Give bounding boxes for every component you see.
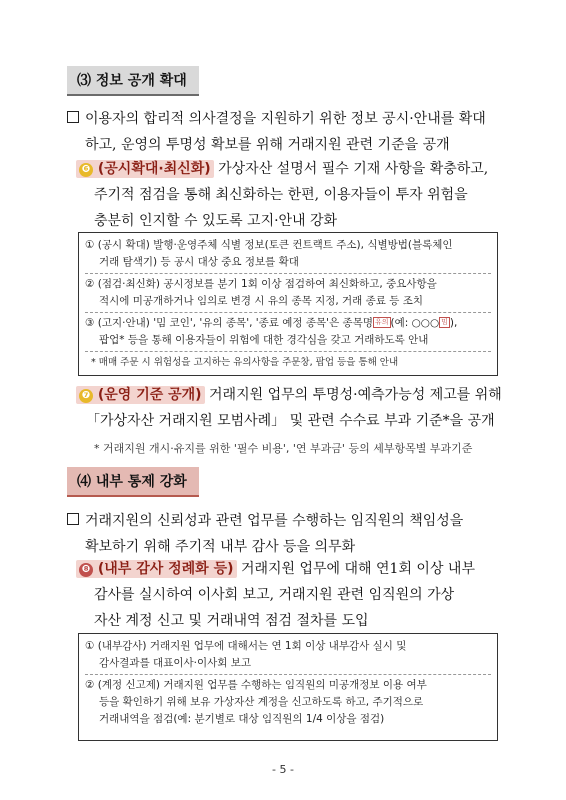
- item-6-line-1: 가상자산 설명서 필수 기재 사항을 확충하고,: [218, 161, 489, 177]
- item-6-line-2: 주기적 점검을 통해 최신화하는 한편, 이용자들이 투자 위험을: [94, 187, 468, 203]
- item-7-note: * 거래지원 개시·유지를 위한 '필수 비용', '연 부과금' 등의 세부항목별 부과기준: [94, 442, 473, 455]
- main-line-2: 하고, 운영의 투명성 확보를 위해 거래지원 관련 기준을 공개: [85, 137, 450, 153]
- item-8-line-1: 거래지원 업무에 대해 연1회 이상 내부: [240, 561, 475, 577]
- main-line-1: 거래지원의 신뢰성과 관련 업무를 수행하는 임직원의 책임성을: [85, 513, 464, 529]
- box-footnote: * 매매 주문 시 위험성을 고지하는 유의사항을 주문창, 팝업 등을 통해 안내: [91, 357, 399, 368]
- box-row-1a: ① (공시 확대) 발행·운영주체 식별 정보(토큰 컨트랙트 주소), 식별방법(블록체인: [85, 239, 453, 251]
- square-bullet-icon: [67, 111, 79, 123]
- item-8-line-2: 감사를 실시하여 이사회 보고, 거래지원 관련 임직원의 가상: [94, 587, 455, 603]
- box-row-1a: ① (내부감사) 거래지원 업무에 대해서는 연 1회 이상 내부감사 실시 및: [85, 640, 407, 652]
- item-6-label: ❻ (공시확대·최신화): [76, 160, 214, 178]
- divider: [85, 312, 491, 313]
- box-row-3a: ③ (고지·안내) '밈 코인', '유의 종목', '종료 예정 종목'은 종목명 유의 (예: ○○○ 밈 ),: [85, 317, 458, 329]
- item-8-paragraph: [76, 556, 516, 634]
- item-6-paragraph: [76, 156, 516, 234]
- box-row-1b: 감사결과를 대표이사·이사회 보고: [99, 657, 252, 669]
- number-6-icon: ❻: [79, 163, 93, 177]
- section-3-header: ⑶ 정보 공개 확대: [67, 66, 199, 96]
- item-7-line-2: 「가상자산 거래지원 모범사례」 및 관련 수수료 부과 기준*을 공개: [86, 413, 495, 429]
- divider: [85, 674, 491, 675]
- item-8-label: ❽ (내부 감사 정례화 등): [76, 560, 237, 578]
- box-row-2b: 적시에 미공개하거나 임의로 변경 시 유의 종목 지정, 거래 종료 등 조치: [99, 295, 424, 307]
- section-3-main-paragraph: [67, 106, 507, 158]
- main-line-1: 이용자의 합리적 의사결정을 지원하기 위한 정보 공시·안내를 확대: [85, 111, 486, 127]
- caution-tag-icon: 유의: [374, 318, 389, 326]
- box-row-2c: 거래내역을 점검(예: 분기별로 대상 임직원의 1/4 이상을 점검): [99, 713, 385, 725]
- divider: [85, 351, 491, 352]
- number-8-icon: ❽: [79, 563, 93, 577]
- section-4-detail-box: [78, 633, 498, 741]
- section-4-main-paragraph: [67, 508, 507, 560]
- main-line-2: 확보하기 위해 주기적 내부 감사 등을 의무화: [85, 539, 356, 555]
- box-row-1b: 거래 탐색기) 등 공시 대상 중요 정보를 확대: [99, 256, 299, 268]
- square-bullet-icon: [67, 513, 79, 525]
- box-row-2a: ② (계정 신고제) 거래지원 업무를 수행하는 임직원의 미공개정보 이용 여부: [85, 679, 427, 691]
- page-number: - 5 -: [272, 763, 294, 776]
- item-7-label: ❼ (운영 기준 공개): [76, 386, 205, 404]
- item-7-line-1: 거래지원 업무의 투명성·예측가능성 제고를 위해: [209, 387, 502, 403]
- box-row-2b: 등을 확인하기 위해 보유 가상자산 계정을 신고하도록 하고, 주기적으로: [99, 696, 424, 708]
- section-4-header: ⑷ 내부 통제 강화: [67, 467, 199, 497]
- divider: [85, 273, 491, 274]
- meme-tag-icon: 밈: [441, 318, 448, 326]
- box-row-3b: 팝업* 등을 통해 이용자들이 위험에 대한 경각심을 갖고 거래하도록 안내: [99, 334, 429, 346]
- item-8-line-3: 자산 계정 신고 및 거래내역 점검 절차를 도입: [94, 613, 369, 629]
- number-7-icon: ❼: [79, 389, 93, 403]
- box-row-2a: ② (점검·최신화) 공시정보를 분기 1회 이상 점검하여 최신화하고, 중요사항을: [85, 278, 437, 290]
- section-3-detail-box: [78, 232, 498, 376]
- item-6-line-3: 충분히 인지할 수 있도록 고지·안내 강화: [94, 213, 338, 229]
- item-7-paragraph: [76, 382, 516, 434]
